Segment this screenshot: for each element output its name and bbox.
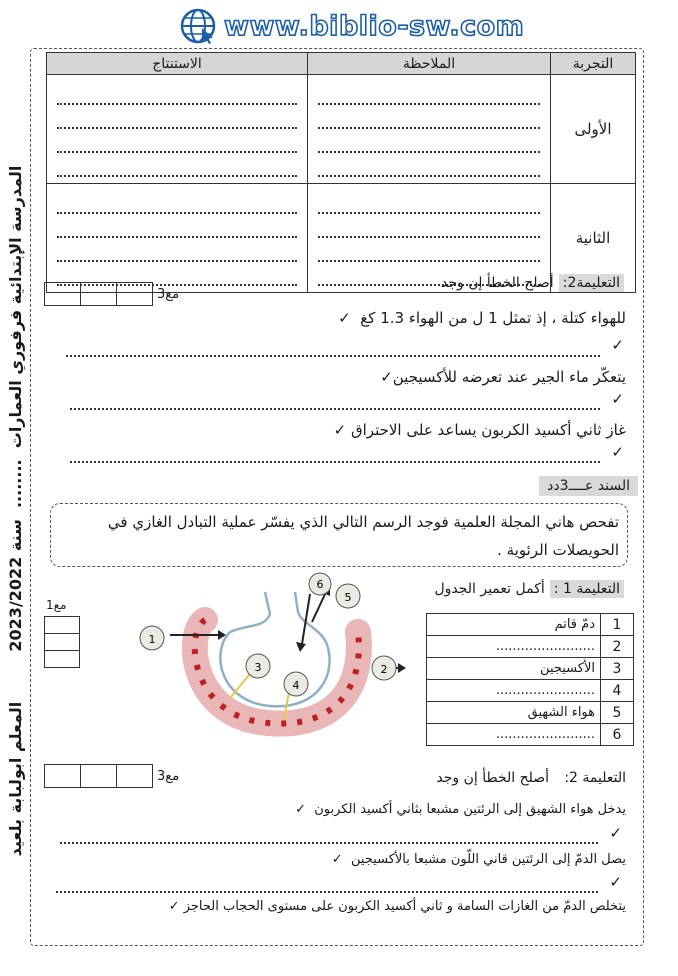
experiment-table [46,52,636,293]
statement-4: يدخل هواء الشهيق إلى الرئتين مشبعا بثاني أكسيد الكربون ✓ [295,802,626,817]
table-row: 3 الأكسيجين [427,658,634,680]
statement-6: يتخلص الدمّ من الغازات السامة و ثاني أكسيد الكربون على مستوى الحجاب الحاجز ✓ [168,899,626,914]
check-icon: ✓ [609,824,622,842]
score-label-2: مع1 [46,598,67,612]
instruction-1: التعليمة 1 : أكمل تعمير الجدول [434,578,624,597]
table-row: 6 ........................ [427,724,634,746]
answer-line-3[interactable] [70,461,600,463]
check-icon: ✓ [611,443,624,461]
teacher-name: المعلم ابولبابة بلعيد [6,701,25,857]
table-row [47,75,636,184]
side-margin-text: المدرسة الإبتدائية فرفوري العمارات ........ سنة 2023/2022 المعلم ابولبابة بلعيد [6,165,25,857]
instruction-label: التعليمة2: [559,274,624,292]
table-cell[interactable]: ........................ [427,636,601,658]
alveolus-diagram [130,572,410,748]
diagram-label: 1 [148,633,156,646]
answer-line-5[interactable] [56,891,598,893]
answer-line-2[interactable] [70,408,600,410]
answer-line-1[interactable] [66,355,600,357]
sanad-3-label: السند عــــ3دد [539,475,638,494]
check-icon: ✓ [609,873,622,891]
statement-5: يصل الدمّ إلى الرئتين قاني اللّون مشبعا بالأكسيجين ✓ [331,852,626,867]
score-box-3: مع3 [44,764,179,788]
diagram-label: 2 [380,663,388,676]
site-logo [180,8,524,44]
header-experiment: التجربة [551,53,636,75]
answer-line-4[interactable] [60,842,598,844]
header-observation: الملاحظة [308,53,551,75]
statement-1: للهواء كتلة ، إذ تمثل 1 ل من الهواء 1.3 كغ ✓ [338,309,626,327]
site-url: www.biblio-sw.com [224,10,525,42]
instruction-2b: التعليمة 2: أصلح الخطأ إن وجد [436,770,626,786]
statement-3: غاز ثاني أكسيد الكربون يساعد على الاحتراق ✓ [333,421,626,439]
row-label-first: الأولى [551,75,636,184]
table-row: 1 دمّ قاتم [427,614,634,636]
instruction-2a [441,272,624,291]
instruction-text: أصلح الخطأ إن وجد [440,275,554,291]
score-box-1 [44,282,179,306]
table-row: 4 ........................ [427,680,634,702]
check-icon: ✓ [611,336,624,354]
table-row: 2 ........................ [427,636,634,658]
conclusion-cell[interactable] [47,75,308,184]
globe-icon [180,8,216,44]
observation-cell[interactable] [308,75,551,184]
school-name: المدرسة الإبتدائية فرفوري العمارات [6,165,25,449]
diagram-label: 5 [344,591,352,604]
diagram-label: 6 [316,578,324,591]
header-conclusion: الاستنتاج [47,53,308,75]
diagram-label: 3 [254,661,262,674]
statement-2: يتعكّر ماء الجير عند تعرضه للأكسيجين✓ [380,368,626,386]
score-box-2 [44,616,80,668]
sanad-3-box [50,503,628,567]
table-cell[interactable]: ........................ [427,724,601,746]
diagram-label: 4 [292,679,300,692]
table-cell[interactable]: الأكسيجين [427,658,601,680]
conclusion-cell[interactable] [47,184,308,293]
fill-table [426,613,634,746]
table-cell[interactable]: ........................ [427,680,601,702]
table-cell[interactable]: دمّ قاتم [427,614,601,636]
table-cell[interactable]: هواء الشهيق [427,702,601,724]
score-label: مع3 [157,286,180,302]
school-year: سنة 2023/2022 [6,519,25,652]
check-icon: ✓ [611,390,624,408]
table-row: 5 هواء الشهيق [427,702,634,724]
sanad-3-text: تفحص هاني المجلة العلمية فوجد الرسم التالي الذي يفسّر عملية التبادل الغازي في الحويصلات الرئوية . [107,513,619,559]
row-label-second: الثانية [551,184,636,293]
